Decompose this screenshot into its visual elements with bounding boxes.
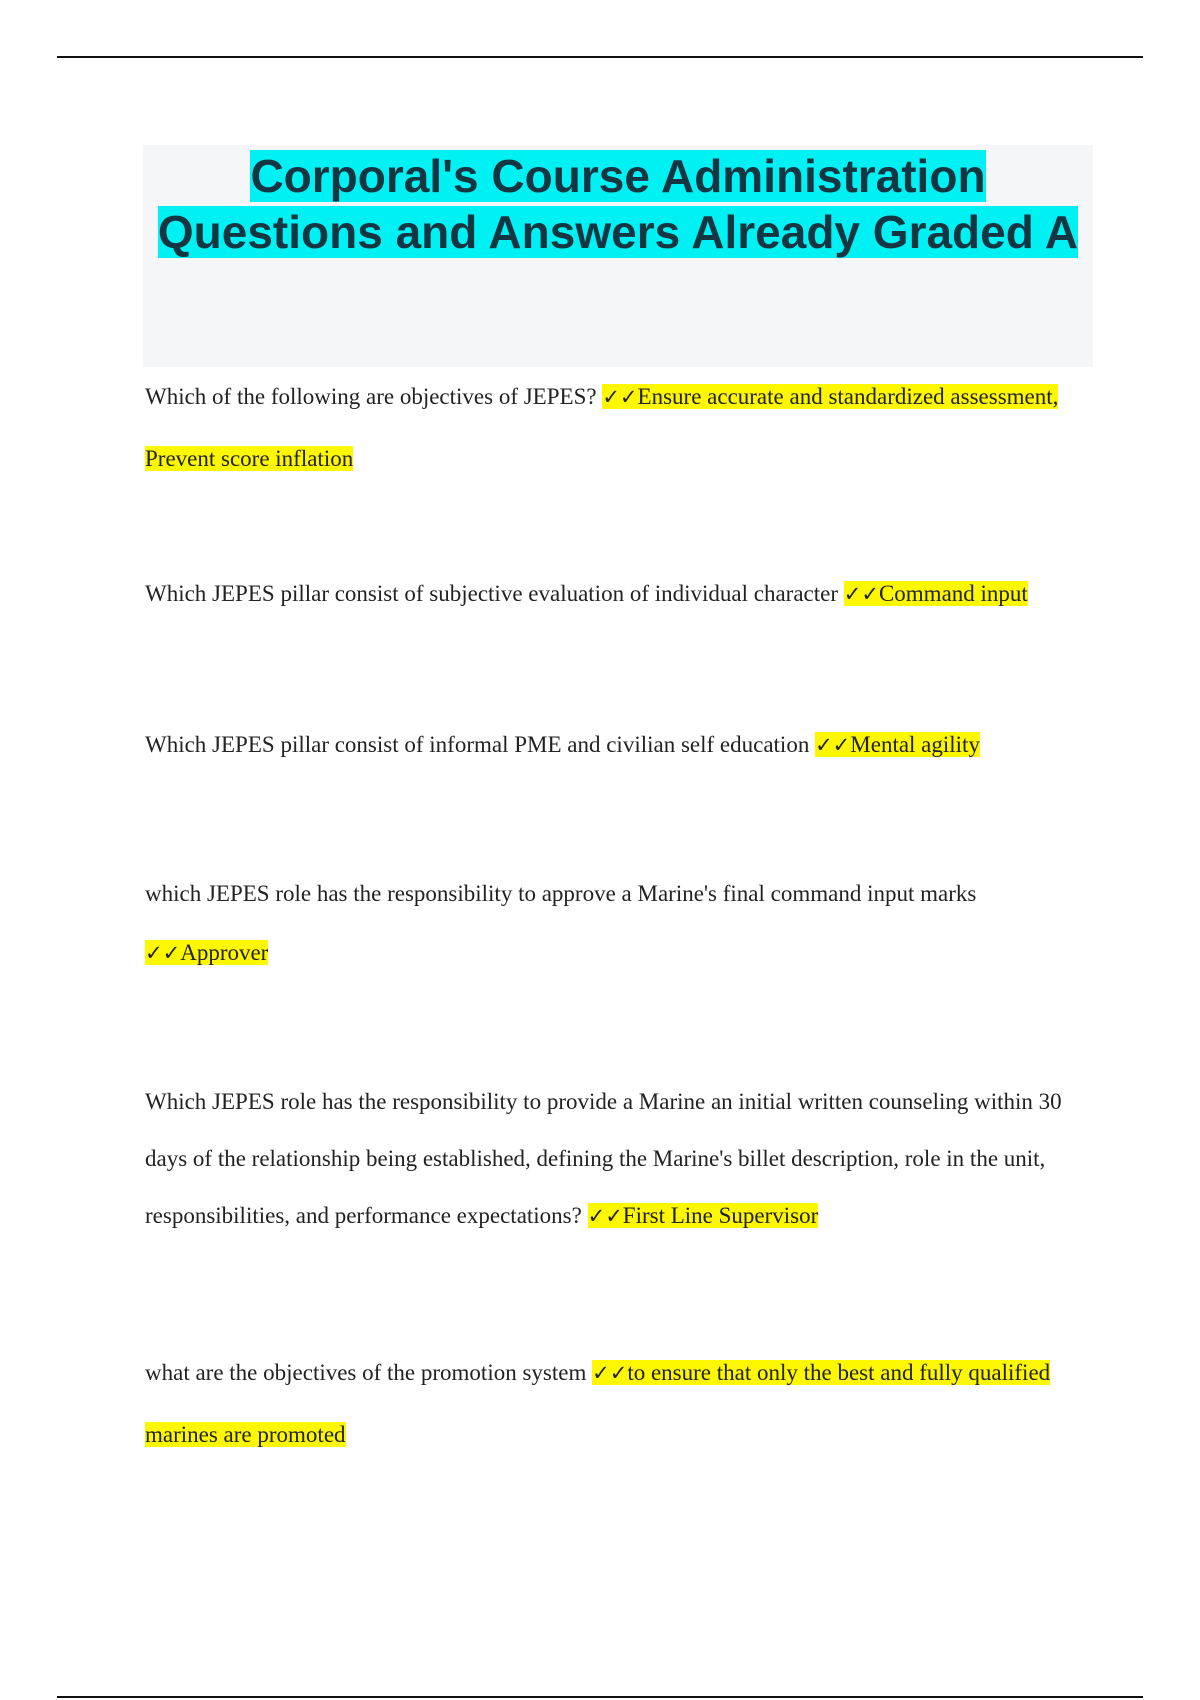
answer-highlight: [145, 940, 268, 965]
qa-item: [145, 864, 1085, 983]
bottom-rule: [57, 1696, 1143, 1698]
answer-text: to ensure that only the best and fully qualified marines are promoted: [145, 1360, 1051, 1447]
qa-item: [145, 714, 1085, 776]
answer-text: Approver: [180, 940, 269, 965]
double-check-icon: ✓✓: [602, 385, 638, 409]
answer-text: Ensure accurate and standardized assessment, Prevent score inflation: [145, 384, 1059, 471]
double-check-icon: ✓✓: [815, 733, 851, 757]
qa-item: [145, 563, 1085, 625]
title-block: [143, 145, 1093, 367]
qa-item: [145, 1342, 1085, 1465]
question-text: Which of the following are objectives of JEPES?: [145, 384, 603, 409]
top-rule: [57, 56, 1143, 58]
question-text: Which JEPES role has the responsibility to provide a Marine an initial written counseling within 30 days of the relationship being established, defining the Marine's billet description, role in the unit, responsibilities, and performance expectations?: [145, 1089, 1062, 1228]
qa-item: [145, 366, 1085, 489]
qa-item: [145, 1073, 1085, 1245]
answer-highlight: [844, 581, 1028, 606]
double-check-icon: ✓✓: [145, 941, 181, 965]
answer-text: Mental agility: [850, 732, 980, 757]
question-text: what are the objectives of the promotion system: [145, 1360, 593, 1385]
double-check-icon: ✓✓: [592, 1361, 628, 1385]
title-highlight: Corporal's Course Administration Questions and Answers Already Graded A: [157, 150, 1079, 258]
document-title: [143, 145, 1093, 260]
question-text: Which JEPES pillar consist of informal PME and civilian self education: [145, 732, 816, 757]
answer-highlight: [588, 1203, 819, 1228]
double-check-icon: ✓✓: [843, 582, 879, 606]
question-text: which JEPES role has the responsibility to approve a Marine's final command input marks: [145, 881, 977, 906]
answer-text: Command input: [878, 581, 1028, 606]
answer-highlight: [815, 732, 980, 757]
question-text: Which JEPES pillar consist of subjective evaluation of individual character: [145, 581, 844, 606]
double-check-icon: ✓✓: [587, 1204, 623, 1228]
answer-text: First Line Supervisor: [622, 1203, 819, 1228]
